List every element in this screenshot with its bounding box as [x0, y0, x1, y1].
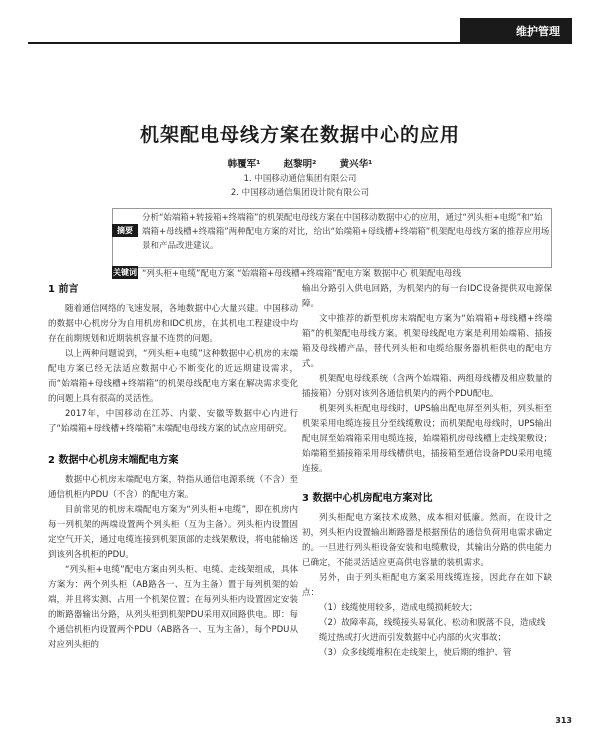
author: 韩覆军¹: [227, 159, 261, 170]
author: 赵黎明²: [283, 159, 317, 170]
paragraph: 以上两种问题说到，“列头柜+电缆”这种数据中心机房的末端配电方案已经无法适应数据中心不断变化的近远期建设需求，而“始端箱+母线槽+终端箱”的机架母线配电方案在解决需求变化的问题上具有很高的灵活性。: [48, 349, 298, 404]
left-column: [48, 282, 298, 653]
paragraph: 另外，由于列头柜配电方案采用线缆连接，因此存在如下缺点：: [302, 573, 552, 598]
paragraph: 文中推荐的新型机房末端配电方案为“始端箱+母线槽+终端箱”的机架配电母线方案。机架母线配电方案是利用始端箱、插接箱及母线槽产品，替代列头柜和电缆给服务器机柜供电的配电方式。: [302, 314, 552, 369]
author: 黄兴华¹: [339, 159, 373, 170]
section-heading: 3 数据中心机房配电方案对比: [302, 493, 433, 504]
abstract-text: 分析“始端箱+转接箱+终端箱”的机架配电母线方案在中国移动数据中心的应用，通过“列头柜+电缆”和“始端箱+母线槽+终端箱”两种配电方案的对比，给出“始端箱+母线槽+终端箱”机架配电母线方案的推荐应用场景和产品改进建议。: [142, 213, 550, 251]
section-label: 维护管理: [516, 25, 560, 38]
keywords-text: “列头柜+电缆”配电方案 “始端箱+母线槽+终端箱”配电方案 数据中心 机架配电母线: [142, 269, 462, 279]
list-item: （1）线缆使用较多，造成电缆损耗较大；: [319, 603, 478, 613]
list-item: （3）众多线缆堆积在走线架上，使后期的维护、管: [319, 648, 512, 658]
right-column: [302, 282, 552, 661]
paragraph: 机架配电母线系统（含两个始端箱、两组母线槽及相应数量的插接箱）分别对该列各通信机架内的两个PDU配电。: [302, 374, 552, 399]
affiliation: 2. 中国移动通信集团设计院有限公司: [230, 188, 370, 198]
paragraph: 数据中心机房末端配电方案，特指从通信电源系统（不含）至通信机柜内PDU（不含）的配电方案。: [48, 475, 298, 500]
paragraph: “列头柜+电缆”配电方案由列头柜、电缆、走线架组成，具体方案为：两个列头柜（AB路各一、互为主备）置于每列机架的始端，并且将实测、占用一个机架位置；在每列头柜内设置固定安装的断路器输出分路，从列头柜到机架PDU采用双回路供电。即：每个通信机柜内设置两个PDU（AB路各一、互为主备），每个PDU从对应列头柜的: [48, 565, 298, 650]
paragraph: 随着通信网络的飞速发展，各地数据中心大量兴建。中国移动的数据中心机房分为自用机房和IDC机房，在其机电工程建设中均存在前期规划和近期装机容量不连贯的问题。: [48, 304, 298, 344]
paragraph: 目前常见的机房末端配电方案为“列头柜+电缆”，即在机房内每一列机架的两端设置两个列头柜（互为主备）。列头柜内设置固定空气开关，通过电缆连接到机架顶部的走线架敷设，将电能输送到该列各机柜的PDU。: [48, 505, 298, 560]
paragraph: 2017年，中国移动在江苏、内蒙、安徽等数据中心内进行了“始端箱+母线槽+终端箱”末端配电母线方案的试点应用研究。: [48, 409, 298, 434]
paragraph: 列头柜配电方案技术成熟，成本相对低廉。然而，在设计之初，列头柜内设置输出断路器是根据预估的通信负荷用电需求确定的。一旦进行列头柜设备安装和电缆敷设，其输出分路的供电能力已确定，不能灵活适应更高供电容量的装机需求。: [302, 513, 552, 568]
keywords-tag: 关键词: [113, 268, 137, 277]
list-item: （2）故障率高，线缆接头易氧化、松动和脱落不良，造成线缆过热或打火进而引发数据中心内部的火灾事故；: [319, 618, 546, 643]
section-heading: 2 数据中心机房末端配电方案: [48, 455, 179, 466]
paragraph: 机架列头柜配电母线时，UPS输出配电屏至列头柜，列头柜至机架采用电缆连接且分至线缆敷设；而机架配电母线时，UPS输出配电屏至始端箱采用电缆连接，始端箱机房母线槽上走线架敷设；始端箱至插接箱采用母线槽供电，插接箱至通信设备PDU采用电缆连接。: [302, 404, 552, 474]
page-number: 313: [555, 716, 572, 725]
section-heading: 1 前言: [48, 284, 79, 295]
abstract-tag: 摘要: [112, 224, 138, 237]
author-list: [0, 156, 600, 170]
paragraph: 输出分路引入供电回路，为机架内的每一台IDC设备提供双电源保障。: [302, 284, 552, 309]
section-tab: [460, 18, 572, 44]
affiliation: 1. 中国移动通信集团有限公司: [243, 174, 357, 184]
article-title: 机架配电母线方案在数据中心的应用: [139, 124, 460, 146]
section-header: [28, 25, 572, 44]
